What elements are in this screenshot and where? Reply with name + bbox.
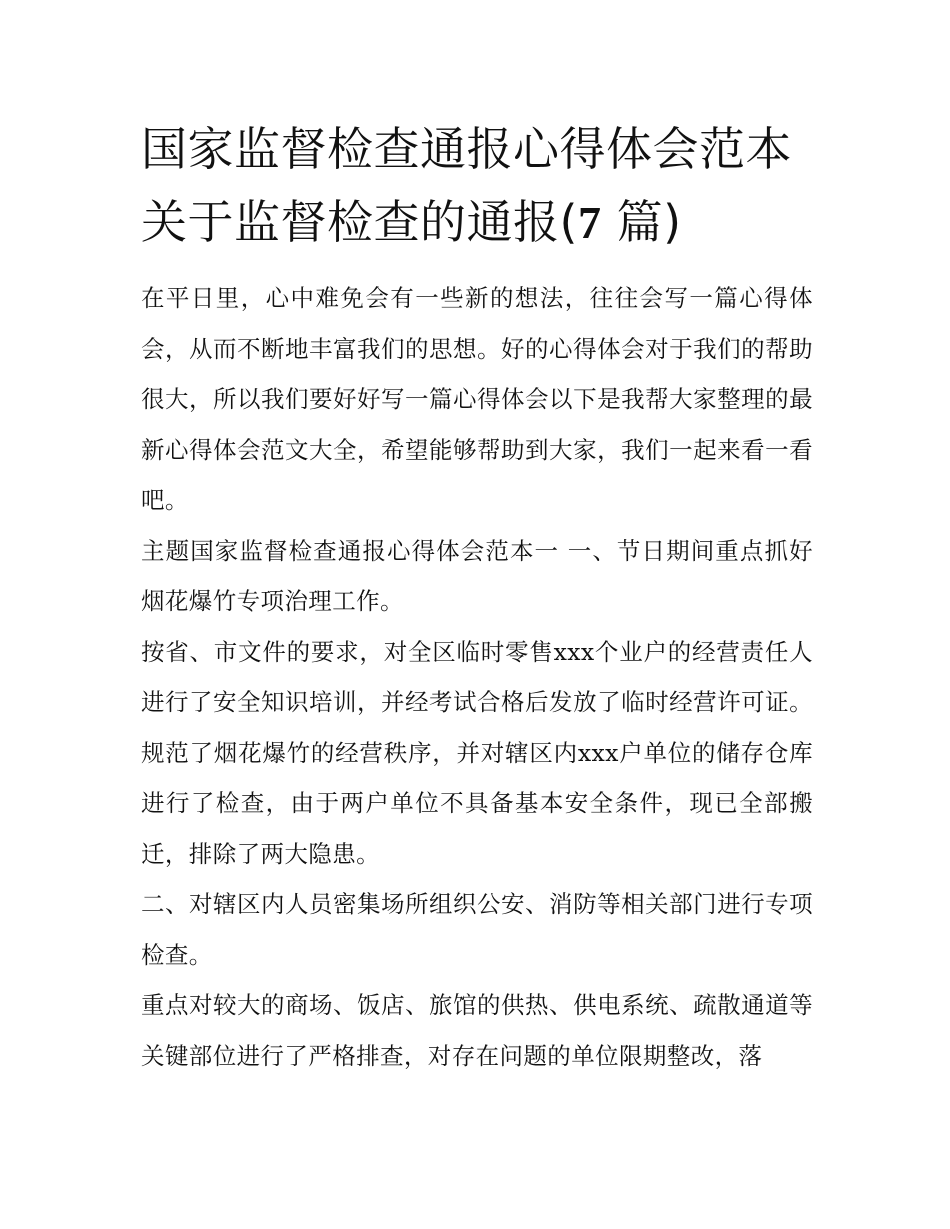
title-count: 7	[577, 197, 602, 248]
paragraph-intro: 在平日里，心中难免会有一些新的想法，往往会写一篇心得体会，从而不断地丰富我们的思想。好的心得体会对于我们的帮助很大，所以我们要好好写一篇心得体会以下是我帮大家整理的最新心得体会范文大全，希望能够帮助到大家，我们一起来看一看吧。	[141, 284, 813, 514]
document-body	[141, 273, 813, 1081]
title-suffix: 篇)	[601, 195, 682, 249]
document-content	[141, 113, 813, 1081]
paragraph-section-2-heading: 二、对辖区内人员密集场所组织公安、消防等相关部门进行专项检查。	[141, 890, 813, 969]
paragraph-section-2-body: 重点对较大的商场、饭店、旅馆的供热、供电系统、疏散通道等关键部位进行了严格排查，对存在问题的单位限期整改，落	[141, 991, 813, 1070]
title-text: 国家监督检查通报心得体会范本 关于监督检查的通报(	[141, 122, 792, 249]
paragraph-section-1-heading: 主题国家监督检查通报心得体会范本一 一、节日期间重点抓好烟花爆竹专项治理工作。	[141, 536, 813, 615]
paragraph-section-1-body: 按省、市文件的要求，对全区临时零售xxx个业户的经营责任人进行了安全知识培训，并经考试合格后发放了临时经营许可证。规范了烟花爆竹的经营秩序，并对辖区内xxx户单位的储存仓库进行了检查，由于两户单位不具备基本安全条件，现已全部搬迁，排除了两大隐患。	[141, 637, 813, 868]
document-title	[141, 113, 813, 259]
